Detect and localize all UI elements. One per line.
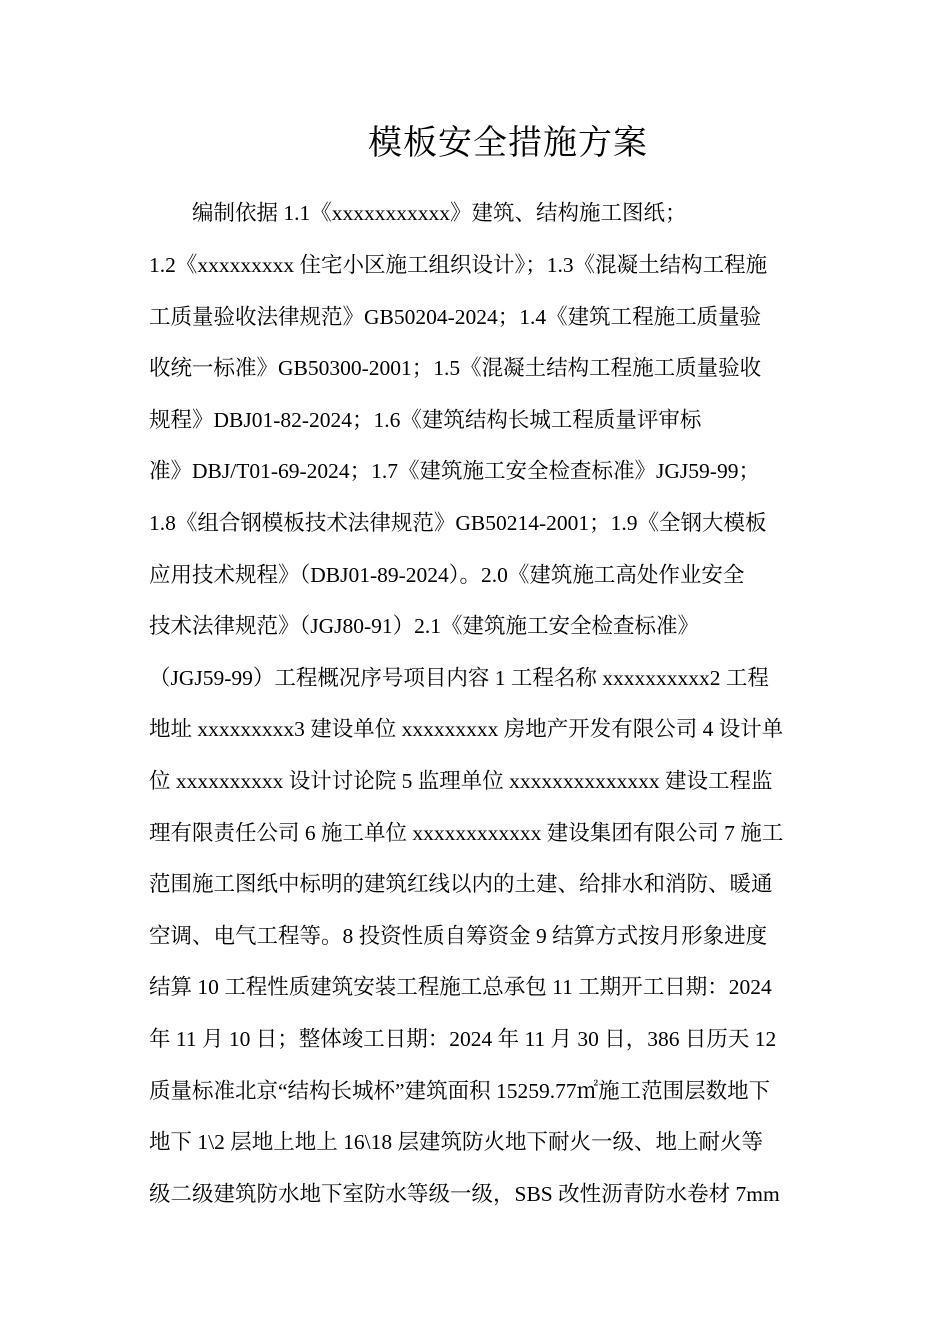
body-line: 地址 xxxxxxxxx3 建设单位 xxxxxxxxx 房地产开发有限公司 4 设计单 [149,717,784,741]
body-line: 规程》DBJ01-82-2024；1.6《建筑结构长城工程质量评审标 [149,408,702,432]
body-line: 准》DBJ/T01-69-2024；1.7《建筑施工安全检查标准》JGJ59-99； [149,459,760,483]
body-line: 范围施工图纸中标明的建筑红线以内的土建、给排水和消防、暖通 [149,872,773,896]
body-line: 年 11 月 10 日；整体竣工日期：2024 年 11 月 30 日，386 日历天 12 [149,1027,777,1051]
body-line: 1.2《xxxxxxxxx 住宅小区施工组织设计》；1.3《混凝土结构工程施 [149,253,768,277]
body-line: 结算 10 工程性质建筑安装工程施工总承包 11 工期开工日期：2024 [149,975,772,999]
body-line: 应用技术规程》（DBJ01-89-2024）。2.0《建筑施工高处作业安全 [149,563,745,587]
body-line: 理有限责任公司 6 施工单位 xxxxxxxxxxxx 建设集团有限公司 7 施工 [149,821,784,845]
body-line: 地下 1\2 层地上地上 16\18 层建筑防火地下耐火一级、地上耐火等 [149,1130,763,1154]
document-title: 模板安全措施方案 [368,125,648,162]
body-line: 1.8《组合钢模板技术法律规范》GB50214-2001；1.9《全钢大模板 [149,511,767,535]
body-line: 收统一标准》GB50300-2001；1.5《混凝土结构工程施工质量验收 [149,356,762,380]
body-line: 工质量验收法律规范》GB50204-2024；1.4《建筑工程施工质量验 [149,305,762,329]
body-line: （JGJ59-99）工程概况序号项目内容 1 工程名称 xxxxxxxxxx2 工程 [149,666,769,690]
body-line: 质量标准北京“结构长城杯”建筑面积 15259.77㎡施工范围层数地下 [149,1079,771,1103]
body-line: 技术法律规范》（JGJ80-91）2.1《建筑施工安全检查标准》 [149,614,700,638]
body-line: 位 xxxxxxxxxx 设计讨论院 5 监理单位 xxxxxxxxxxxxxx 建设工程监 [149,769,773,793]
body-line: 级二级建筑防水地下室防水等级一级，SBS 改性沥青防水卷材 7mm [149,1182,780,1206]
body-line: 空调、电气工程等。8 投资性质自筹资金 9 结算方式按月形象进度 [149,924,768,948]
body-line: 编制依据 1.1《xxxxxxxxxxx》建筑、结构施工图纸； [192,201,687,225]
